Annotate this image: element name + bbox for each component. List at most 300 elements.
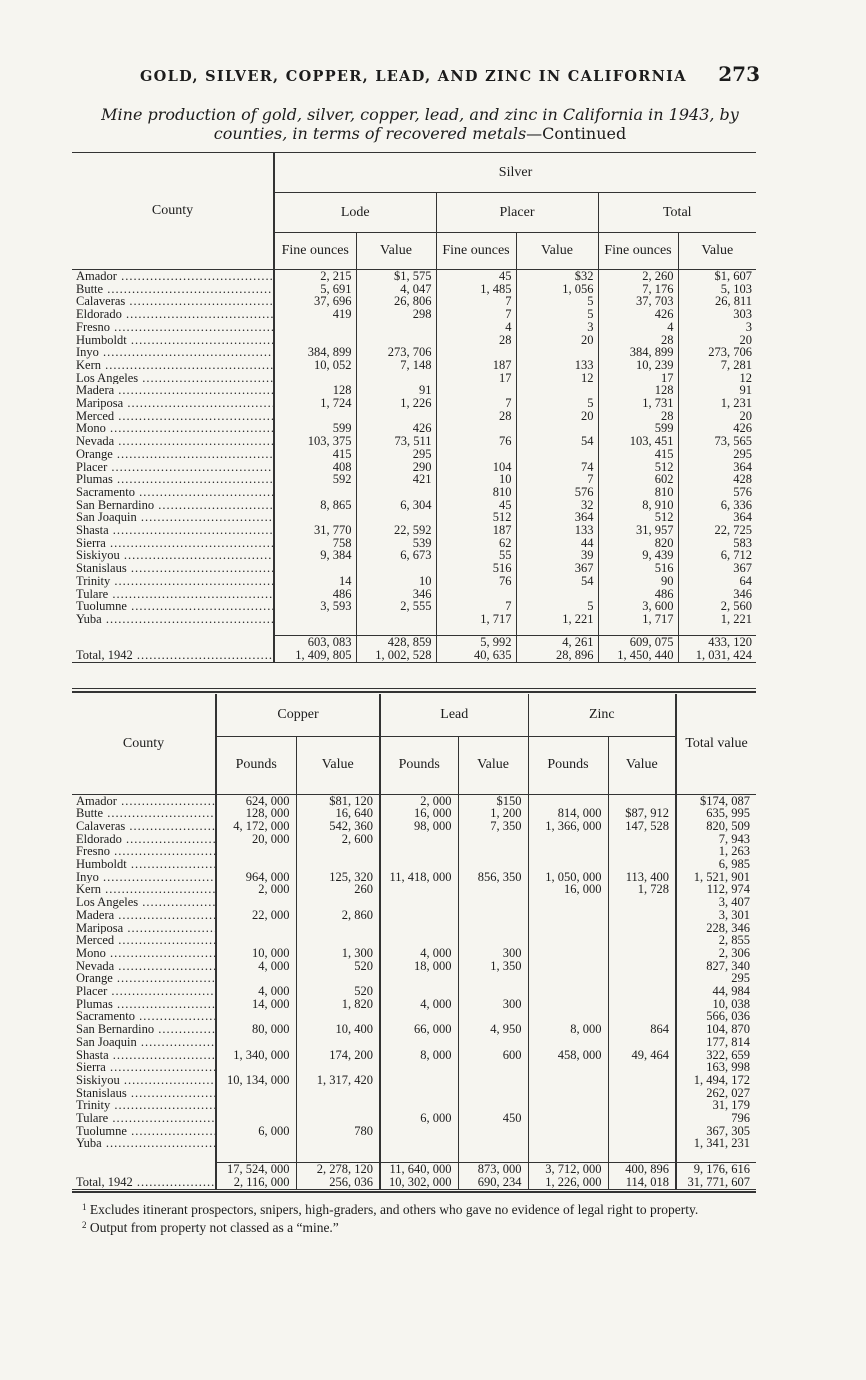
county-cell: [72, 1061, 216, 1074]
county-header: County: [72, 153, 274, 270]
value-cell: 796: [676, 1112, 756, 1125]
county-name: Total, 1942 .....: [76, 1176, 215, 1189]
value-cell: 5: [516, 397, 598, 410]
value-cell: 163, 998: [676, 1061, 756, 1074]
county-cell: [72, 448, 274, 461]
value-cell: 10, 038: [676, 998, 756, 1011]
value-cell: 174, 200: [296, 1049, 380, 1062]
value-cell: [274, 613, 356, 626]
county-cell: [72, 613, 274, 626]
value-cell: [528, 972, 608, 985]
table-row: [72, 308, 756, 321]
value-cell: [528, 960, 608, 973]
spacer-cell: [458, 1150, 528, 1162]
value-cell: [528, 1112, 608, 1125]
table-row: [72, 960, 756, 973]
value-cell: 384, 899: [274, 346, 356, 359]
value-cell: 2, 306: [676, 947, 756, 960]
county-name: Yuba .....: [76, 613, 273, 626]
value-cell: 7, 943: [676, 833, 756, 846]
county-name: Orange .....: [76, 448, 273, 461]
value-cell: 346: [678, 588, 756, 601]
county-name: Los Angeles .....: [76, 372, 273, 385]
county-name: Fresno .....: [76, 845, 215, 858]
value-cell: [216, 845, 296, 858]
county-cell: [72, 308, 274, 321]
county-header-2: County: [72, 694, 216, 794]
value-cell: 603, 083: [274, 636, 356, 650]
value-cell: 8, 910: [598, 499, 678, 512]
value-cell: 1, 226: [356, 397, 436, 410]
value-cell: 31, 179: [676, 1099, 756, 1112]
value-cell: 5, 691: [274, 283, 356, 296]
value-cell: 7: [436, 397, 516, 410]
value-cell: 300: [458, 947, 528, 960]
county-cell: [72, 896, 216, 909]
county-cell: [72, 1112, 216, 1125]
county-name: San Bernardino .....: [76, 499, 273, 512]
county-name: Orange .....: [76, 972, 215, 985]
value-cell: 2, 855: [676, 934, 756, 947]
value-cell: 367: [516, 562, 598, 575]
copper-header: Copper: [216, 694, 380, 736]
copper-value-header: Value: [296, 736, 380, 794]
county-cell: [72, 283, 274, 296]
value-cell: 7: [436, 308, 516, 321]
value-cell: 820, 509: [676, 820, 756, 833]
county-name: Trinity .....: [76, 575, 273, 588]
county-cell: [72, 397, 274, 410]
lead-value-header: Value: [458, 736, 528, 794]
county-cell: [72, 511, 274, 524]
value-cell: 20: [516, 334, 598, 347]
value-cell: 1, 263: [676, 845, 756, 858]
value-cell: 7, 176: [598, 283, 678, 296]
value-cell: 260: [296, 883, 380, 896]
value-cell: [528, 1137, 608, 1150]
value-cell: 11, 640, 000: [380, 1162, 458, 1176]
value-cell: 31, 957: [598, 524, 678, 537]
value-cell: 419: [274, 308, 356, 321]
value-cell: 810: [436, 486, 516, 499]
county-cell: [72, 1162, 216, 1176]
value-cell: [216, 1099, 296, 1112]
county-cell: [72, 562, 274, 575]
county-cell: [72, 461, 274, 474]
table-row: [72, 845, 756, 858]
value-cell: 103, 451: [598, 435, 678, 448]
value-cell: 1, 521, 901: [676, 871, 756, 884]
value-cell: 1, 056: [516, 283, 598, 296]
value-cell: [274, 486, 356, 499]
county-cell: [72, 972, 216, 985]
value-cell: [528, 1099, 608, 1112]
value-cell: 4, 261: [516, 636, 598, 650]
value-cell: [458, 833, 528, 846]
county-name: Stanislaus .....: [76, 562, 273, 575]
county-name: Tulare .....: [76, 1112, 215, 1125]
value-cell: 458, 000: [528, 1049, 608, 1062]
value-cell: [458, 896, 528, 909]
spacer-cell: [678, 626, 756, 636]
value-cell: [458, 845, 528, 858]
county-name: Nevada .....: [76, 435, 273, 448]
county-name: Humboldt .....: [76, 334, 273, 347]
county-cell: [72, 334, 274, 347]
county-cell: [72, 934, 216, 947]
bottom-rule: [72, 1191, 756, 1193]
county-cell: [72, 1036, 216, 1049]
value-cell: 10, 239: [598, 359, 678, 372]
table-row: [72, 1125, 756, 1138]
value-cell: 104: [436, 461, 516, 474]
value-cell: 4: [598, 321, 678, 334]
copper-lead-zinc-table: [72, 694, 756, 1190]
county-name: Eldorado .....: [76, 308, 273, 321]
value-cell: 20, 000: [216, 833, 296, 846]
value-cell: [216, 1087, 296, 1100]
value-cell: 303: [678, 308, 756, 321]
value-cell: 4, 950: [458, 1023, 528, 1036]
county-cell: [72, 883, 216, 896]
county-name: Mono .....: [76, 947, 215, 960]
value-cell: [296, 1036, 380, 1049]
value-cell: 367: [678, 562, 756, 575]
value-cell: 295: [356, 448, 436, 461]
value-cell: [516, 448, 598, 461]
value-cell: 539: [356, 537, 436, 550]
spacer-cell: [216, 1150, 296, 1162]
spacer-cell: [274, 626, 356, 636]
spacer-cell: [72, 626, 274, 636]
value-cell: 1, 409, 805: [274, 649, 356, 663]
value-cell: 1, 728: [608, 883, 676, 896]
county-name: Tuolumne .....: [76, 600, 273, 613]
value-cell: 54: [516, 575, 598, 588]
table-row: [72, 1036, 756, 1049]
value-cell: 28: [598, 334, 678, 347]
value-cell: [608, 960, 676, 973]
value-cell: 7, 148: [356, 359, 436, 372]
value-cell: 520: [296, 985, 380, 998]
value-cell: [380, 896, 458, 909]
value-cell: 133: [516, 359, 598, 372]
value-cell: 187: [436, 359, 516, 372]
value-cell: 55: [436, 549, 516, 562]
value-cell: 8, 000: [380, 1049, 458, 1062]
value-cell: [380, 1061, 458, 1074]
silver-table: [72, 152, 756, 663]
table-row: [72, 807, 756, 820]
value-cell: [380, 972, 458, 985]
value-cell: [380, 1087, 458, 1100]
value-cell: 114, 018: [608, 1176, 676, 1190]
value-cell: [458, 1137, 528, 1150]
value-cell: [296, 896, 380, 909]
county-cell: [72, 1023, 216, 1036]
value-cell: [608, 985, 676, 998]
value-cell: 2, 278, 120: [296, 1162, 380, 1176]
value-cell: 44, 984: [676, 985, 756, 998]
value-cell: [380, 883, 458, 896]
value-cell: 104, 870: [676, 1023, 756, 1036]
table-row: [72, 435, 756, 448]
placer-fine-ounces-header: Fine ounces: [436, 233, 516, 270]
value-cell: 20: [678, 410, 756, 423]
value-cell: $174, 087: [676, 794, 756, 807]
value-cell: 1, 494, 172: [676, 1074, 756, 1087]
county-cell: [72, 524, 274, 537]
value-cell: 599: [598, 422, 678, 435]
value-cell: 415: [598, 448, 678, 461]
spacer-cell: [516, 626, 598, 636]
value-cell: 4, 000: [380, 998, 458, 1011]
value-cell: [458, 1125, 528, 1138]
value-cell: 4: [436, 321, 516, 334]
table-row: [72, 549, 756, 562]
value-cell: 112, 974: [676, 883, 756, 896]
value-cell: 11, 418, 000: [380, 871, 458, 884]
value-cell: [380, 922, 458, 935]
value-cell: 18, 000: [380, 960, 458, 973]
table-row: [72, 896, 756, 909]
value-cell: 2, 555: [356, 600, 436, 613]
value-cell: [380, 909, 458, 922]
value-cell: [528, 922, 608, 935]
value-cell: 7: [436, 600, 516, 613]
county-cell: [72, 960, 216, 973]
table-row: [72, 372, 756, 385]
caption-italic: Mine production of gold, silver, copper, lead, and zinc in California in 1943, by counties, in terms of recovered metals: [101, 105, 739, 143]
value-cell: [528, 833, 608, 846]
value-cell: [380, 858, 458, 871]
county-cell: [72, 871, 216, 884]
spacer-row: [72, 626, 756, 636]
value-cell: 12: [678, 372, 756, 385]
county-cell: [72, 636, 274, 650]
value-cell: 128, 000: [216, 807, 296, 820]
county-cell: [72, 922, 216, 935]
value-cell: [380, 1137, 458, 1150]
value-cell: 295: [676, 972, 756, 985]
county-cell: [72, 845, 216, 858]
silver-header: Silver: [274, 153, 756, 193]
value-cell: 7, 281: [678, 359, 756, 372]
value-cell: 450: [458, 1112, 528, 1125]
value-cell: 4, 172, 000: [216, 820, 296, 833]
total-1942-row: [72, 649, 756, 663]
county-cell: [72, 985, 216, 998]
value-cell: 1, 231: [678, 397, 756, 410]
value-cell: [458, 858, 528, 871]
county-name: Siskiyou .....: [76, 549, 273, 562]
value-cell: [356, 486, 436, 499]
value-cell: 4, 000: [216, 960, 296, 973]
value-cell: [608, 909, 676, 922]
value-cell: 31, 771, 607: [676, 1176, 756, 1190]
value-cell: 542, 360: [296, 820, 380, 833]
county-cell: [72, 549, 274, 562]
value-cell: [528, 1087, 608, 1100]
value-cell: [436, 384, 516, 397]
value-cell: 864: [608, 1023, 676, 1036]
value-cell: [608, 1061, 676, 1074]
value-cell: [608, 833, 676, 846]
county-name: Merced .....: [76, 410, 273, 423]
value-cell: 22, 592: [356, 524, 436, 537]
value-cell: 103, 375: [274, 435, 356, 448]
county-cell: [72, 435, 274, 448]
footnote-1-text: Excludes itinerant prospectors, snipers, high-graders, and others who gave no evidence of legal right to property.: [89, 1202, 699, 1217]
value-cell: 28, 896: [516, 649, 598, 663]
county-name: Mariposa .....: [76, 397, 273, 410]
value-cell: 576: [516, 486, 598, 499]
value-cell: 1, 200: [458, 807, 528, 820]
county-name: Shasta .....: [76, 524, 273, 537]
value-cell: [608, 934, 676, 947]
value-cell: [608, 998, 676, 1011]
value-cell: [608, 1036, 676, 1049]
footnote-2-text: Output from property not classed as a “mine.”: [89, 1220, 339, 1235]
county-cell: [72, 473, 274, 486]
value-cell: 31, 770: [274, 524, 356, 537]
value-cell: 486: [274, 588, 356, 601]
table-row: [72, 1061, 756, 1074]
spacer-cell: [380, 1150, 458, 1162]
table-row: [72, 922, 756, 935]
value-cell: [458, 922, 528, 935]
value-cell: 91: [678, 384, 756, 397]
value-cell: 45: [436, 270, 516, 283]
spacer-row: [72, 1150, 756, 1162]
value-cell: 9, 439: [598, 549, 678, 562]
county-cell: [72, 649, 274, 663]
zinc-pounds-header: Pounds: [528, 736, 608, 794]
value-cell: 228, 346: [676, 922, 756, 935]
value-cell: 5, 103: [678, 283, 756, 296]
value-cell: [296, 1087, 380, 1100]
value-cell: 421: [356, 473, 436, 486]
county-name: San Bernardino .....: [76, 1023, 215, 1036]
county-cell: [72, 600, 274, 613]
value-cell: 3: [516, 321, 598, 334]
value-cell: 8, 000: [528, 1023, 608, 1036]
value-cell: 2, 116, 000: [216, 1176, 296, 1190]
value-cell: 426: [356, 422, 436, 435]
value-cell: 3, 301: [676, 909, 756, 922]
value-cell: [274, 562, 356, 575]
value-cell: 273, 706: [356, 346, 436, 359]
county-cell: [72, 321, 274, 334]
value-cell: [380, 833, 458, 846]
table-row: [72, 499, 756, 512]
table-row: [72, 1074, 756, 1087]
county-name: Stanislaus .....: [76, 1087, 215, 1100]
value-cell: [216, 858, 296, 871]
county-cell: [72, 1099, 216, 1112]
value-cell: 566, 036: [676, 1010, 756, 1023]
table-row: [72, 1049, 756, 1062]
value-cell: 433, 120: [678, 636, 756, 650]
county-cell: [72, 1137, 216, 1150]
value-cell: 17, 524, 000: [216, 1162, 296, 1176]
value-cell: 1, 366, 000: [528, 820, 608, 833]
value-cell: 5: [516, 295, 598, 308]
value-cell: [458, 1087, 528, 1100]
value-cell: [516, 384, 598, 397]
value-cell: 17: [598, 372, 678, 385]
value-cell: 16, 000: [528, 883, 608, 896]
value-cell: [528, 909, 608, 922]
value-cell: 10, 400: [296, 1023, 380, 1036]
value-cell: 26, 806: [356, 295, 436, 308]
county-cell: [72, 807, 216, 820]
county-name: Los Angeles .....: [76, 896, 215, 909]
value-cell: 44: [516, 537, 598, 550]
value-cell: 602: [598, 473, 678, 486]
value-cell: [528, 1074, 608, 1087]
value-cell: 300: [458, 998, 528, 1011]
county-cell: [72, 537, 274, 550]
spacer-cell: [528, 1150, 608, 1162]
value-cell: 1, 221: [516, 613, 598, 626]
county-name: Sierra .....: [76, 1061, 215, 1074]
value-cell: 37, 696: [274, 295, 356, 308]
value-cell: 9, 176, 616: [676, 1162, 756, 1176]
value-cell: 20: [678, 334, 756, 347]
footnote-2: [72, 1218, 756, 1235]
total-value-header: Value: [678, 233, 756, 270]
value-cell: 1, 317, 420: [296, 1074, 380, 1087]
county-name: Madera .....: [76, 384, 273, 397]
value-cell: 10: [436, 473, 516, 486]
county-cell: [72, 1087, 216, 1100]
table-row: [72, 947, 756, 960]
value-cell: [216, 1137, 296, 1150]
value-cell: 12: [516, 372, 598, 385]
spacer-cell: [296, 1150, 380, 1162]
value-cell: 873, 000: [458, 1162, 528, 1176]
value-cell: 1, 002, 528: [356, 649, 436, 663]
value-cell: 576: [678, 486, 756, 499]
value-cell: 1, 031, 424: [678, 649, 756, 663]
value-cell: 1, 300: [296, 947, 380, 960]
county-name: Plumas .....: [76, 473, 273, 486]
county-cell: [72, 575, 274, 588]
county-name: Merced .....: [76, 934, 215, 947]
value-cell: $1, 607: [678, 270, 756, 283]
value-cell: 2, 560: [678, 600, 756, 613]
value-cell: 2, 600: [296, 833, 380, 846]
table-row: [72, 1137, 756, 1150]
lead-header: Lead: [380, 694, 528, 736]
value-cell: 66, 000: [380, 1023, 458, 1036]
value-cell: 90: [598, 575, 678, 588]
value-cell: [296, 922, 380, 935]
county-cell: [72, 359, 274, 372]
value-cell: 45: [436, 499, 516, 512]
table-row: [72, 985, 756, 998]
value-cell: 486: [598, 588, 678, 601]
value-cell: 367, 305: [676, 1125, 756, 1138]
value-cell: [436, 588, 516, 601]
value-cell: 73, 511: [356, 435, 436, 448]
footnotes: [72, 1200, 756, 1235]
value-cell: 400, 896: [608, 1162, 676, 1176]
value-cell: 256, 036: [296, 1176, 380, 1190]
table-row: [72, 1112, 756, 1125]
value-cell: [528, 845, 608, 858]
